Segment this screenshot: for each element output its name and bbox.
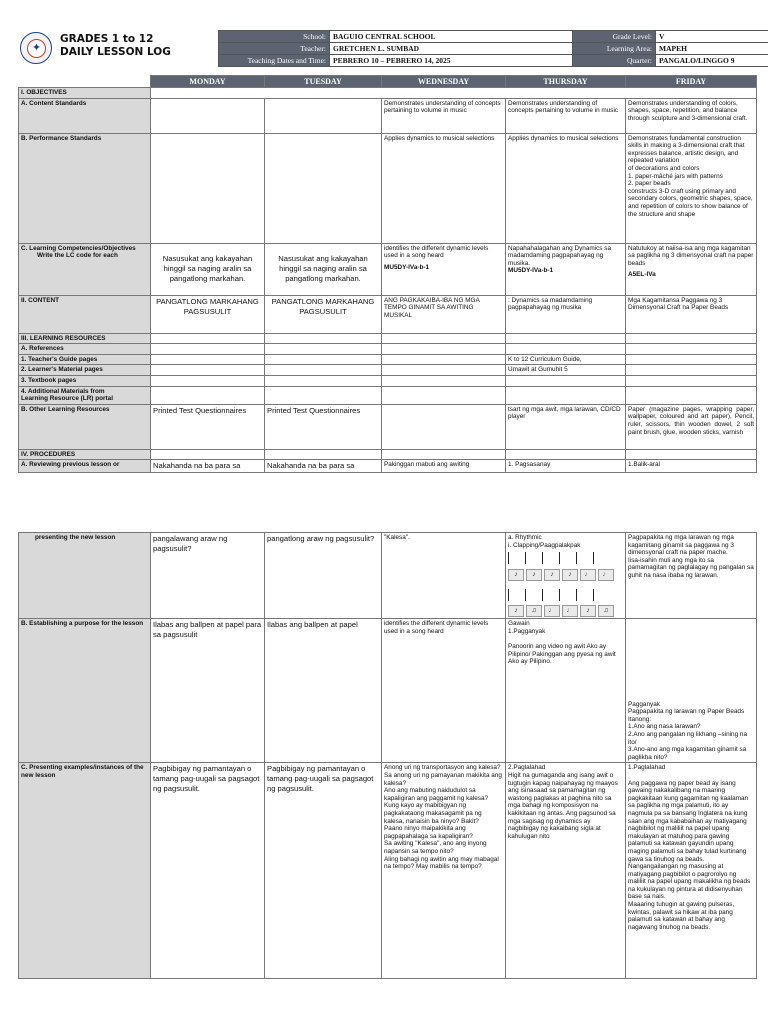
deped-seal-icon: ✦ xyxy=(20,32,52,64)
competencies-row xyxy=(19,243,757,295)
examples-label: C. Presenting examples/instances of the new lesson xyxy=(19,763,151,979)
quarter-label: Quarter: xyxy=(573,55,656,67)
examples-mon: Pagbibigay ng pamantayan o tamang pag-uugali sa pagsagot ng pagsusulit. xyxy=(151,763,265,979)
review-fri: 1.Balik-aral xyxy=(626,460,757,473)
lesson-log-page-1 xyxy=(0,0,768,478)
purpose-tue: Ilabas ang ballpen at papel xyxy=(265,619,382,763)
objectives-label: I. OBJECTIVES xyxy=(19,88,151,99)
performance-standards-label: B. Performance Standards xyxy=(19,133,151,243)
resources-row xyxy=(19,333,757,344)
teacher-value: GRETCHEN L. SUMBAD xyxy=(330,43,573,55)
examples-row xyxy=(19,763,757,979)
review-row xyxy=(19,460,757,473)
review-thu: 1. Pagsasanay xyxy=(506,460,626,473)
other-resources-row xyxy=(19,404,757,449)
header-info-table xyxy=(218,30,768,67)
lesson-table-page-2 xyxy=(18,532,757,979)
content-standards-wed: Demonstrates understanding of concepts pertaining to volume in music xyxy=(382,98,506,133)
other-resources-mon: Printed Test Questionnaires xyxy=(151,404,265,449)
rhythm-notation-icon: ♪ ♪ ♪ ♪ ♩ ♩ ♪ ♫ ♩ ♩ ♪ ♫ xyxy=(508,552,623,617)
lr-portal-label: 4. Additional Materials from Learning Resource (LR) portal xyxy=(19,386,151,404)
procedures-label: IV. PROCEDURES xyxy=(19,449,151,460)
competencies-label: C. Learning Competencies/Objectives Write the LC code for each xyxy=(19,243,151,295)
textbook-row xyxy=(19,375,757,386)
references-label: A. References xyxy=(19,344,151,355)
purpose-fri: Pagganyak Pagpapakita ng larawan ng Paper Beads Itanong: 1.Ano ang nasa larawan? 2.Ano ang pangalan ng likhang –sining na ito/ 3.Ano-ano ang mga kagamitan ginamit sa paglikha nito? xyxy=(626,619,757,763)
other-resources-fri: Paper (magazine pages, wrapping paper, wallpaper, coloured and art paper), Pencil, ruler, scissors, thin wooden dowel, 2 soft paint brush, glue, wooden sticks, varnish xyxy=(626,404,757,449)
purpose-label: B. Establishing a purpose for the lesson xyxy=(19,619,151,763)
performance-standards-wed: Applies dynamics to musical selections xyxy=(382,133,506,243)
presenting-wed: "Kalesa". xyxy=(382,533,506,619)
performance-standards-fri: Demonstrates fundamental construction skills in making a 3-dimensional craft that expresses balance, artistic design, and repeated variation of decorations and colors 1. paper-mâché jars with patterns 2. paper beads constructs 3-D craft using primary and secondary colors, geometric shapes, space, and repetition of colors to show balance of the structure and shape xyxy=(626,133,757,243)
lesson-table-page-1 xyxy=(18,75,757,473)
objectives-row xyxy=(19,88,757,99)
review-mon: Nakahanda na ba para sa xyxy=(151,460,265,473)
references-row xyxy=(19,344,757,355)
presenting-tue: pangatlong araw ng pagsusulit? xyxy=(265,533,382,619)
presenting-thu: a. Rhythmic i. Clapping/Paagpalakpak ♪ ♪ ♪ ♪ ♩ ♩ ♪ ♫ ♩ ♩ ♪ ♫ xyxy=(506,533,626,619)
competencies-wed: identifies the different dynamic levels used in a song heard MU5DY-IVa-b-1 xyxy=(382,243,506,295)
day-thursday: THURSDAY xyxy=(506,76,626,88)
content-thu: : Dynamics sa madamdaming pagpapahayag ng musika xyxy=(506,295,626,333)
content-standards-label: A. Content Standards xyxy=(19,98,151,133)
grade-label: Grade Level: xyxy=(573,31,656,43)
purpose-row xyxy=(19,619,757,763)
other-resources-tue: Printed Test Questionnaires xyxy=(265,404,382,449)
area-label: Learning Area: xyxy=(573,43,656,55)
document-title: GRADES 1 to 12 DAILY LESSON LOG xyxy=(60,33,171,58)
lr-portal-row xyxy=(19,386,757,404)
content-fri: Mga Kagamitansa Paggawa ng 3 Dimensyonal Craft na Paper Beads xyxy=(626,295,757,333)
content-standards-row xyxy=(19,98,757,133)
examples-fri: 1.Paglalahad Ang paggawa ng paper bead ay isang gawaing nakakalibang na maaring pagkakitaan kung gagamitan ng kaalaman sa paglikha ng mga palamuti, ito ay nagmula pa sa bansang Inglatera na kung saan ang mga kababaihan ay matiyagang nagbibilot ng maliliit na papel upang makulayan at matuhog para gawing palamuti sa katawan gayundin upang maging palamuti sa bahay tulad kurtinang gawa sa tinuhog na beads. Nangangailangan ng masusing at matiyagang pagbibilot o pagrorolyo ng maliliit na papel upang makalikha ng beads na kukulayan ng pintura at didisenyuhan base sa nais. Maaaring tuhugin at gawing pulseras, kwintas, palawit sa hikaw at iba pang palamuti sa katawan at bahay ang nagawang tinuhog na beads. xyxy=(626,763,757,979)
other-resources-label: B. Other Learning Resources xyxy=(19,404,151,449)
tg-label: 1. Teacher's Guide pages xyxy=(19,354,151,365)
dates-value: PEBRERO 10 – PEBRERO 14, 2025 xyxy=(330,55,573,67)
content-mon: PANGATLONG MARKAHANG PAGSUSULIT xyxy=(151,295,265,333)
lm-row xyxy=(19,365,757,376)
content-wed: ANG PAGKAKAIBA-IBA NG MGA TEMPO GINAMIT SA AWITING MUSIKAL xyxy=(382,295,506,333)
page-gap xyxy=(0,478,768,532)
tg-row xyxy=(19,354,757,365)
purpose-thu: Gawain 1.Pagganyak Panoorin ang video ng awit Ako ay Pilipino/ Pakinggan ang pyesa ng awit Ako ay Pilipino. xyxy=(506,619,626,763)
examples-tue: Pagbibigay ng pamantayan o tamang pag-uugali sa pagsagot ng pagsusulit. xyxy=(265,763,382,979)
other-resources-thu: tsart ng mga awit, mga larawan, CD/CD player xyxy=(506,404,626,449)
review-tue: Nakahanda na ba para sa xyxy=(265,460,382,473)
review-wed: Pakinggan mabuti ang awiting xyxy=(382,460,506,473)
header xyxy=(18,30,754,66)
competencies-thu: Napahahalagahan ang Dynamics sa madamdaming pagpapahayag ng musika. MU5DY-IVa-b-1 xyxy=(506,243,626,295)
presenting-mon: pangalawang araw ng pagsusulit? xyxy=(151,533,265,619)
textbook-label: 3. Textbook pages xyxy=(19,375,151,386)
examples-wed: Anong uri ng transportasyon ang kalesa? Sa anong uri ng pamayanan makikita ang kalesa? Ano ang mabuting naidudulot sa kapaligiran ang paggamit ng kalesa? Kung kayo ay mabibigyan ng pagkakataong makasagamit pa ng kalesa, nanaisin ba ninyo? Bakit? Paano ninyo maipakikita ang pagpapahalaga sa kapaligiran? Sa awiting "Kalesa", ano ang inyong napansin sa tempo nito? Aling bahagi ng awitin ang may mabagal na tempo? May mabilis na tempo? xyxy=(382,763,506,979)
day-wednesday: WEDNESDAY xyxy=(382,76,506,88)
presenting-row xyxy=(19,533,757,619)
tg-thu: K to 12 Curriculum Guide, xyxy=(506,354,626,365)
grade-value: V xyxy=(656,31,768,43)
content-label: II. CONTENT xyxy=(19,295,151,333)
competencies-mon: Nasusukat ang kakayahan hinggil sa naging aralin sa pangatlong markahan. xyxy=(151,243,265,295)
lm-label: 2. Learner's Material pages xyxy=(19,365,151,376)
quarter-value: PANGALO/LINGGO 9 xyxy=(656,55,768,67)
school-value: BAGUIO CENTRAL SCHOOL xyxy=(330,31,573,43)
day-header-row xyxy=(19,76,757,88)
content-row xyxy=(19,295,757,333)
purpose-mon: Ilabas ang ballpen at papel para sa pagsusulit xyxy=(151,619,265,763)
review-label: A. Reviewing previous lesson or xyxy=(19,460,151,473)
lesson-log-page-2 xyxy=(0,532,768,1024)
day-monday: MONDAY xyxy=(151,76,265,88)
day-tuesday: TUESDAY xyxy=(265,76,382,88)
day-friday: FRIDAY xyxy=(626,76,757,88)
examples-thu: 2.Paglalahad Higit na gumaganda ang isang awit o tugtugin kapag naipahayag ng maayos ang isinasaad sa pamamagitan ng wastong paglakas at paghina nito sa mga bahagi ng komposisyon na kakikitaan ng antas. Ang pagsunod sa mga sagisag ng dynamics ay nagbibigay ng kakaibang sigla at kahulugan nito xyxy=(506,763,626,979)
content-standards-fri: Demonstrates understanding of colors, shapes, space, repetition, and balance through sculpture and 3-dimensional craft. xyxy=(626,98,757,133)
performance-standards-row xyxy=(19,133,757,243)
procedures-row xyxy=(19,449,757,460)
presenting-fri: Pagpapakita ng mga larawan ng mga kagamitang ginamit sa paggawa ng 3 dimensyonal craft na paper mache. Iisa-isahin muli ang mga ito sa pamamagitan ng paglalagay ng pangalan sa guhit na nasa ibaba ng larawan. xyxy=(626,533,757,619)
competencies-fri: Natutukoy at naiisa-isa ang mga kagamitan sa paglikha ng 3 dimensyonal craft na paper beads A5EL-IVa xyxy=(626,243,757,295)
lm-thu: Umawit at Gumuhit 5 xyxy=(506,365,626,376)
content-standards-thu: Demonstrates understanding of concepts pertaining to volume in music xyxy=(506,98,626,133)
content-tue: PANGATLONG MARKAHANG PAGSUSULIT xyxy=(265,295,382,333)
area-value: MAPEH xyxy=(656,43,768,55)
school-label: School: xyxy=(219,31,330,43)
competencies-tue: Nasusukat ang kakayahan hinggil sa naging aralin sa pangatlong markahan. xyxy=(265,243,382,295)
teacher-label: Teacher: xyxy=(219,43,330,55)
dates-label: Teaching Dates and Time: xyxy=(219,55,330,67)
purpose-wed: identifies the different dynamic levels used in a song heard xyxy=(382,619,506,763)
presenting-label: presenting the new lesson xyxy=(19,533,151,619)
performance-standards-thu: Applies dynamics to musical selections xyxy=(506,133,626,243)
resources-label: III. LEARNING RESOURCES xyxy=(19,333,151,344)
